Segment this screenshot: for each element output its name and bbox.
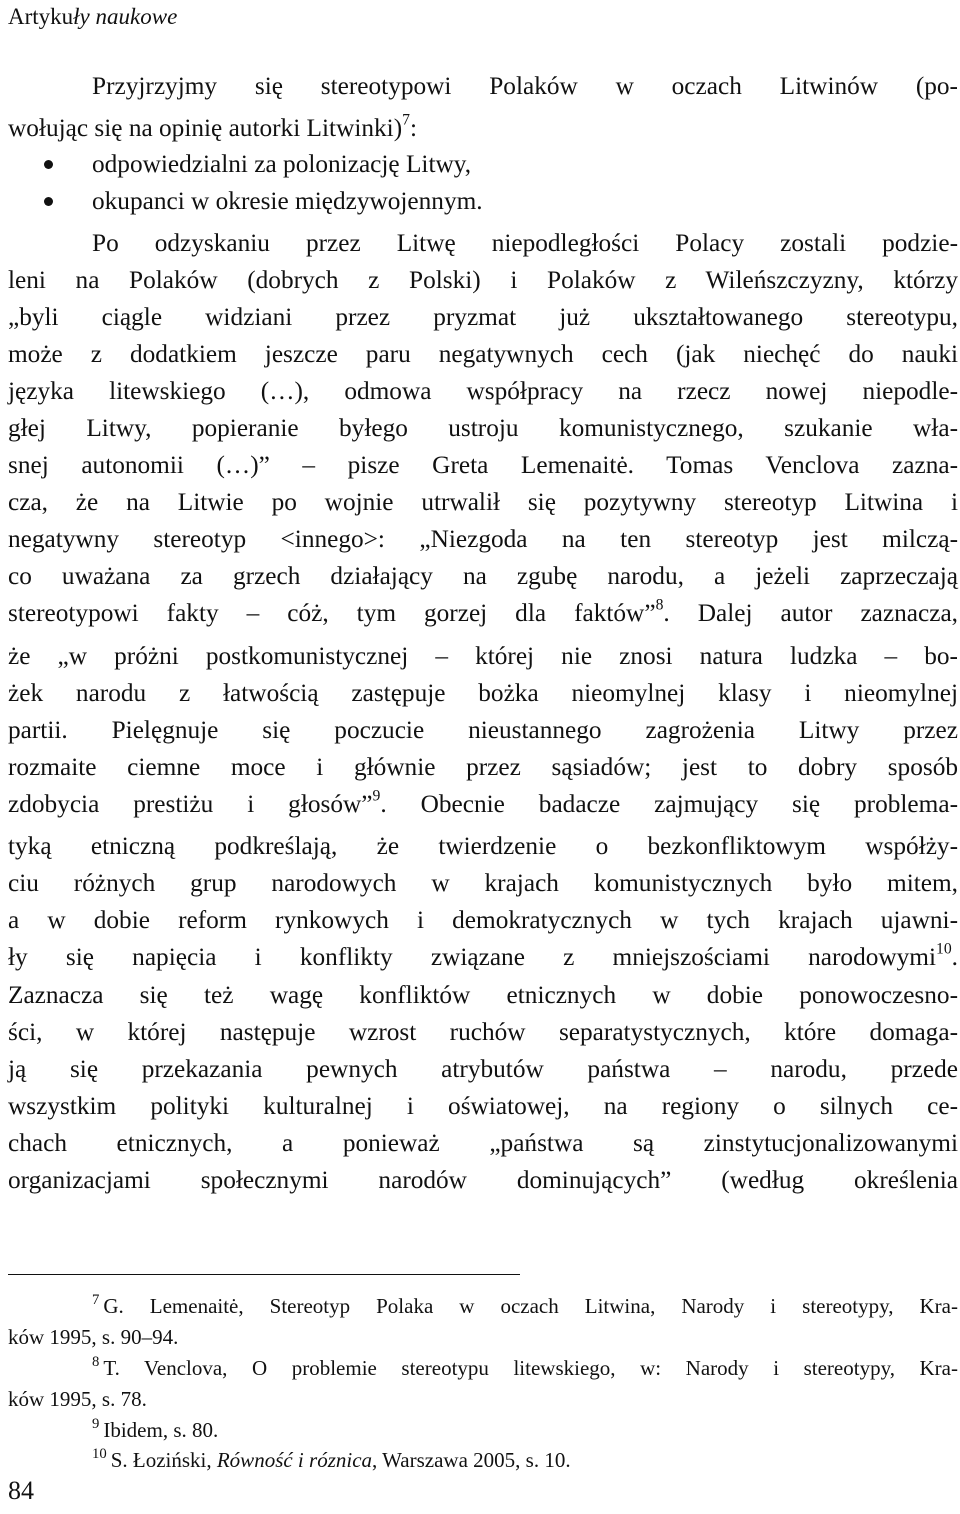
text-line: partii. Pielęgnuje się poczucie nieustannego zagrożenia Litwy przez bbox=[8, 716, 958, 744]
footnote-number: 8 bbox=[92, 1354, 100, 1371]
footnote-number: 10 bbox=[92, 1446, 107, 1463]
text-line: rozmaite ciemne moce i głównie przez sąsiadów; jest to dobry sposób bbox=[8, 753, 958, 781]
text-line: Przyjrzyjmy się stereotypowi Polaków w oczach Litwinów (po- bbox=[92, 72, 958, 100]
footnote-ref: 10 bbox=[936, 940, 952, 958]
footnote-8 bbox=[92, 1354, 958, 1382]
text-line: „byli ciągle widziani przez pryzmat już ukształtowanego stereotypu, bbox=[8, 303, 958, 331]
footnote-10 bbox=[92, 1446, 958, 1474]
text-segment: . Obecnie badacze zajmujący się problema- bbox=[380, 790, 958, 818]
page-number: 84 bbox=[8, 1476, 34, 1505]
text-line: głej Litwy, popieranie byłego ustroju komunistycznego, szukanie wła- bbox=[8, 414, 958, 442]
text-segment: wołując się na opinię autorki Litwinki) bbox=[8, 114, 403, 142]
text-segment: stereotypowi fakty – cóż, tym gorzej dla faktów” bbox=[8, 599, 656, 627]
running-header-italic: ły naukowe bbox=[73, 4, 178, 29]
footnote-8-continued: ków 1995, s. 78. bbox=[8, 1387, 147, 1411]
text-line bbox=[8, 786, 958, 822]
text-line: języka litewskiego (…), odmowa współpracy na rzecz nowej niepodle- bbox=[8, 377, 958, 405]
text-line: a w dobie reform rynkowych i demokratycznych w tych krajach ujawni- bbox=[8, 906, 958, 934]
bullet-icon bbox=[44, 197, 53, 206]
text-line: snej autonomii (…)” – pisze Greta Lemenaitė. Tomas Venclova zazna- bbox=[8, 451, 958, 479]
text-line: leni na Polaków (dobrych z Polski) i Polaków z Wileńszczyzny, którzy bbox=[8, 266, 958, 294]
footnote-number: 7 bbox=[92, 1292, 100, 1309]
footnote-ref: 8 bbox=[655, 596, 664, 614]
text-line: wszystkim polityki kulturalnej i oświatowej, na regiony o silnych ce- bbox=[8, 1092, 958, 1120]
text-segment: . Dalej autor zaznacza, bbox=[663, 599, 959, 627]
text-segment: zdobycia prestiżu i głosów” bbox=[8, 790, 373, 818]
text-line: że „w próżni postkomunistycznej – której nie znosi natura ludzka – bo- bbox=[8, 642, 958, 670]
text-line: ciu różnych grup narodowych w krajach komunistycznych było mitem, bbox=[8, 869, 958, 897]
text-line bbox=[8, 595, 958, 631]
text-line: Zaznacza się też wagę konfliktów etnicznych w dobie ponowoczesno- bbox=[8, 981, 958, 1009]
footnote-text: T. Venclova, O problemie stereotypu litewskiego, w: Narody i stereotypy, Kra- bbox=[103, 1356, 958, 1380]
footnote-separator bbox=[8, 1274, 520, 1275]
text-line: ści, w której następuje wzrost ruchów separatystycznych, które domaga- bbox=[8, 1018, 958, 1046]
footnote-imprint: , Warszawa 2005, s. 10. bbox=[372, 1448, 571, 1472]
footnote-number: 9 bbox=[92, 1416, 100, 1433]
footnote-9 bbox=[92, 1416, 958, 1444]
text-line: cza, że na Litwie po wojnie utrwalił się pozytywny stereotyp Litwina i bbox=[8, 488, 958, 516]
text-line: Po odzyskaniu przez Litwę niepodległości Polacy zostali podzie- bbox=[92, 229, 958, 257]
text-line: ją się przekazania pewnych atrybutów państwa – narodu, przede bbox=[8, 1055, 958, 1083]
footnote-7-continued: ków 1995, s. 90–94. bbox=[8, 1325, 179, 1349]
text-line: chach etnicznych, a ponieważ „państwa są zinstytucjonalizowanymi bbox=[8, 1129, 958, 1157]
footnote-author: S. Łoziński, bbox=[110, 1448, 217, 1472]
footnote-text: G. Lemenaitė, Stereotyp Polaka w oczach Litwina, Narody i stereotypy, Kra- bbox=[103, 1294, 958, 1318]
text-line: tyką etniczną podkreślają, że twierdzenie o bezkonfliktowym współży- bbox=[8, 832, 958, 860]
text-line: negatywny stereotyp <innego>: „Niezgoda na ten stereotyp jest milczą- bbox=[8, 525, 958, 553]
footnote-ref: 7 bbox=[402, 111, 410, 129]
text-line: może z dodatkiem jeszcze paru negatywnych cech (jak niechęć do nauki bbox=[8, 340, 958, 368]
footnote-ref: 9 bbox=[372, 787, 381, 805]
footnote-text: Ibidem, s. 80. bbox=[103, 1418, 219, 1442]
text-line bbox=[8, 110, 958, 146]
text-line: żek narodu z łatwością zastępuje bożka nieomylnej klasy i nieomylnej bbox=[8, 679, 958, 707]
text-segment: : bbox=[409, 114, 417, 142]
footnote-title: Równość i róznica bbox=[216, 1448, 373, 1472]
running-header bbox=[8, 3, 177, 31]
bullet-item: okupanci w okresie międzywojennym. bbox=[92, 187, 483, 215]
bullet-item: odpowiedzialni za polonizację Litwy, bbox=[92, 150, 472, 178]
bullet-icon bbox=[44, 160, 53, 169]
text-line: organizacjami społecznymi narodów dominujących” (według określenia bbox=[8, 1166, 958, 1194]
text-line: co uważana za grzech działający na zgubę narodu, a jeżeli zaprzeczają bbox=[8, 562, 958, 590]
text-line bbox=[8, 939, 958, 975]
text-segment: ły się napięcia i konflikty związane z mniejszościami narodowymi bbox=[8, 943, 936, 971]
footnote-7 bbox=[92, 1292, 958, 1320]
running-header-upright: Artyku bbox=[8, 4, 74, 29]
text-segment: . bbox=[951, 943, 958, 971]
